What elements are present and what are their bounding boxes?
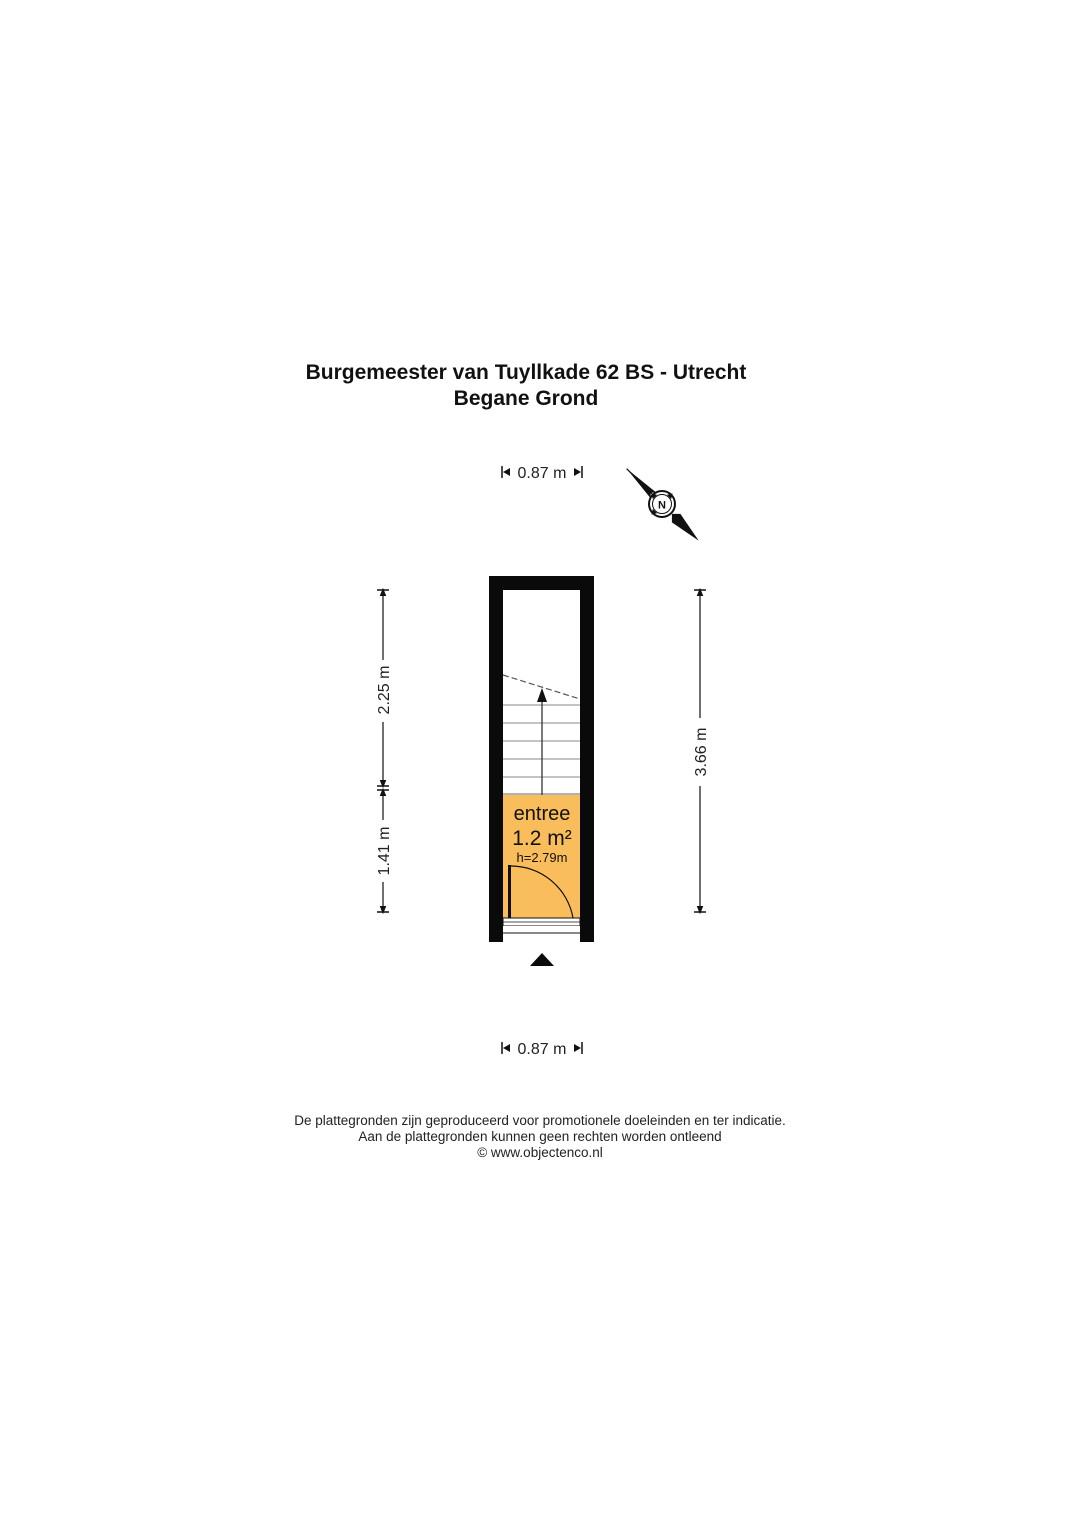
- dimension-left-lower-label: 1.41 m: [376, 826, 393, 876]
- dimension-left-upper: [376, 590, 393, 786]
- door-threshold: [503, 918, 580, 942]
- floor-name: Begane Grond: [453, 387, 599, 410]
- page-title: Burgemeester van Tuyllkade 62 BS - Utrecht: [305, 361, 747, 384]
- dimension-right-total-label: 3.66 m: [693, 727, 710, 777]
- dimension-top-width: [502, 465, 582, 482]
- dimension-left-lower: [376, 790, 393, 912]
- dimension-bottom-width: [502, 1041, 582, 1058]
- dimension-top-width-label: 0.87 m: [517, 465, 567, 482]
- dimension-bottom-width-label: 0.87 m: [517, 1041, 567, 1058]
- dimension-left-upper-label: 2.25 m: [376, 665, 393, 715]
- room-area: 1.2 m²: [512, 827, 572, 850]
- dimension-right-total: [693, 590, 710, 912]
- entrance-triangle-icon: [530, 953, 554, 966]
- disclaimer-line-1: De plattegronden zijn geproduceerd voor promotionele doeleinden en ter indicatie.: [294, 1113, 786, 1128]
- compass-rose-icon: [616, 458, 709, 551]
- room-height: h=2.79m: [516, 850, 568, 865]
- room-name: entree: [513, 803, 571, 825]
- disclaimer-line-2: Aan de plattegronden kunnen geen rechten worden ontleend: [358, 1129, 722, 1144]
- copyright-link[interactable]: © www.objectenco.nl: [477, 1145, 603, 1160]
- disclaimer: [0, 1113, 1080, 1161]
- compass-north-label: N: [658, 499, 666, 512]
